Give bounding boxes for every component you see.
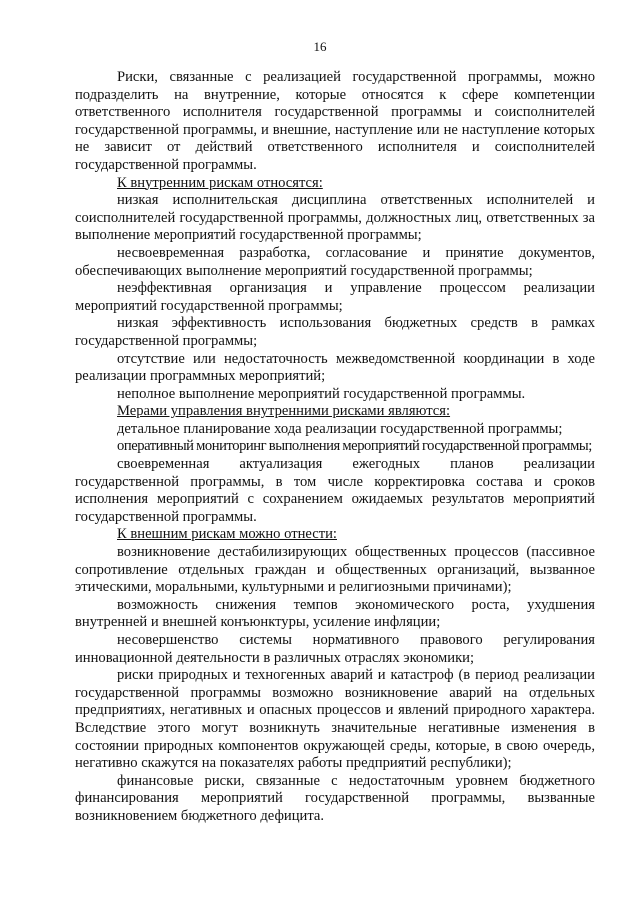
- intro-paragraph: Риски, связанные с реализацией государственной программы, можно подразделить на внутренние, которые относятся к сфере компетенции ответственного исполнителя государственной программы и соисполнителей государственной программы, и внешние, наступление или не наступление которых не зависит от действий ответственного исполнителя и соисполнителей государственной программы.: [75, 69, 595, 173]
- external-risks-heading-text: К внешним рискам можно отнести:: [117, 526, 337, 543]
- internal-risks-heading: [75, 175, 595, 193]
- measures-heading: [75, 403, 595, 421]
- external-risk-item: финансовые риски, связанные с недостаточным уровнем бюджетного финансирования мероприятий государственной программы, вызванные возникновением бюджетного дефицита.: [75, 772, 595, 824]
- internal-risk-item: неполное выполнение мероприятий государственной программы.: [117, 385, 526, 402]
- external-risk-item: возможность снижения темпов экономического роста, ухудшения внутренней и внешней конъюнктуры, усиление инфляции;: [75, 596, 595, 631]
- internal-risk-item: низкая исполнительская дисциплина ответственных исполнителей и соисполнителей государственной программы, должностных лиц, ответственных за выполнение мероприятий государственной программы;: [75, 192, 595, 244]
- measures-heading-text: Мерами управления внутренними рисками являются:: [117, 403, 451, 420]
- measure-item: своевременная актуализация ежегодных планов реализации государственной программы, в том числе корректировка состава и сроков исполнения мероприятий с сохранением ожидаемых результатов мероприятий государственной программы.: [75, 456, 595, 525]
- measure-item: детальное планирование хода реализации государственной программы;: [117, 420, 563, 437]
- external-risk-item: риски природных и техногенных аварий и катастроф (в период реализации государственной программы возможно возникновение аварий на отдельных предприятиях, негативных и опасных процессов и явлений природного характера. Вследствие этого могут возникнуть значительные негативные изменения в состоянии природных компонентов окружающей среды, которые, в свою очередь, негативно скажутся на показателях работы предприятий республики);: [75, 667, 595, 772]
- external-risks-heading: [75, 526, 595, 544]
- internal-risk-item: несвоевременная разработка, согласование и принятие документов, обеспечивающих выполнение мероприятий государственной программы;: [75, 244, 595, 279]
- internal-risk-item: отсутствие или недостаточность межведомственной координации в ходе реализации программных мероприятий;: [75, 350, 595, 385]
- measure-item: оперативный мониторинг выполнения мероприятий государственной программы;: [117, 438, 592, 455]
- external-risk-item: возникновение дестабилизирующих общественных процессов (пассивное сопротивление отдельных граждан и общественных организаций, вызванное этическими, моральными, культурными и религиозными причинами);: [75, 544, 595, 596]
- external-risk-item: несовершенство системы нормативного правового регулирования инновационной деятельности в различных отраслях экономики;: [75, 632, 595, 666]
- internal-risk-item: низкая эффективность использования бюджетных средств в рамках государственной программы;: [75, 315, 595, 349]
- page-content: [75, 69, 595, 826]
- internal-risk-item: неэффективная организация и управление процессом реализации мероприятий государственной программы;: [75, 280, 595, 314]
- page-number: 16: [313, 39, 327, 54]
- internal-risks-heading-text: К внутренним рискам относятся:: [117, 174, 323, 191]
